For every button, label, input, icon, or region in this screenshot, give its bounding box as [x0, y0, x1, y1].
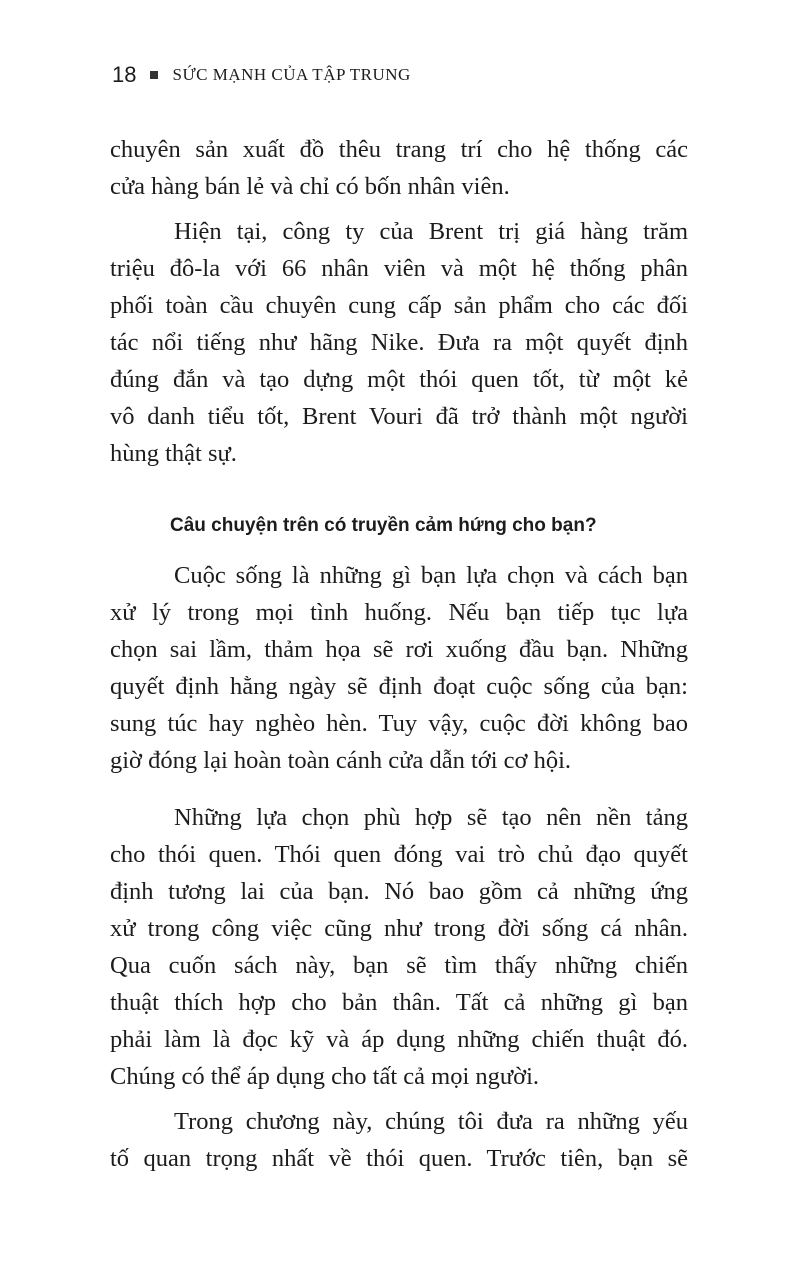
line: hùng thật sự. — [110, 440, 237, 467]
line: quyết định hằng ngày sẽ định đoạt cuộc sống của bạn: — [110, 673, 688, 700]
line: phối toàn cầu chuyên cung cấp sản phẩm cho các đối — [110, 292, 688, 319]
page-number: 18 — [112, 62, 137, 87]
line: tác nổi tiếng như hãng Nike. Đưa ra một quyết định — [110, 329, 688, 356]
line: thuật thích hợp cho bản thân. Tất cả những gì bạn — [110, 989, 688, 1016]
line: định tương lai của bạn. Nó bao gồm cả những ứng — [110, 878, 688, 905]
line: xử trong công việc cũng như trong đời sống cá nhân. — [110, 915, 688, 942]
line: cửa hàng bán lẻ và chỉ có bốn nhân viên. — [110, 173, 510, 200]
section-heading: Câu chuyện trên có truyền cảm hứng cho bạn? — [170, 515, 597, 536]
line: triệu đô-la với 66 nhân viên và một hệ thống phân — [110, 255, 688, 282]
line: giờ đóng lại hoàn toàn cánh cửa dẫn tới cơ hội. — [110, 747, 572, 774]
line: tố quan trọng nhất về thói quen. Trước tiên, bạn sẽ — [110, 1145, 688, 1172]
line: Trong chương này, chúng tôi đưa ra những yếu — [174, 1108, 688, 1135]
running-title: SỨC MẠNH CỦA TẬP TRUNG — [172, 65, 411, 84]
line: Qua cuốn sách này, bạn sẽ tìm thấy những chiến — [110, 952, 688, 979]
line: xử lý trong mọi tình huống. Nếu bạn tiếp tục lựa — [110, 599, 688, 626]
running-header — [112, 62, 411, 88]
square-bullet-icon — [150, 71, 158, 79]
line: đúng đắn và tạo dựng một thói quen tốt, từ một kẻ — [110, 366, 688, 393]
line: sung túc hay nghèo hèn. Tuy vậy, cuộc đời không bao — [110, 710, 688, 737]
line: cho thói quen. Thói quen đóng vai trò chủ đạo quyết — [110, 841, 688, 868]
line: phải làm là đọc kỹ và áp dụng những chiến thuật đó. — [110, 1026, 688, 1053]
line: Chúng có thể áp dụng cho tất cả mọi người. — [110, 1063, 540, 1090]
paragraph-4 — [110, 799, 688, 1095]
line: Những lựa chọn phù hợp sẽ tạo nên nền tảng — [174, 804, 688, 831]
line: Cuộc sống là những gì bạn lựa chọn và cách bạn — [174, 562, 688, 589]
paragraph-5 — [110, 1103, 688, 1177]
paragraph-1 — [110, 131, 688, 205]
paragraph-3 — [110, 557, 688, 779]
line: chuyên sản xuất đồ thêu trang trí cho hệ thống các — [110, 136, 688, 163]
line: vô danh tiểu tốt, Brent Vouri đã trở thành một người — [110, 403, 688, 430]
line: chọn sai lầm, thảm họa sẽ rơi xuống đầu bạn. Những — [110, 636, 688, 663]
paragraph-2 — [110, 213, 688, 472]
line: Hiện tại, công ty của Brent trị giá hàng trăm — [174, 218, 688, 245]
